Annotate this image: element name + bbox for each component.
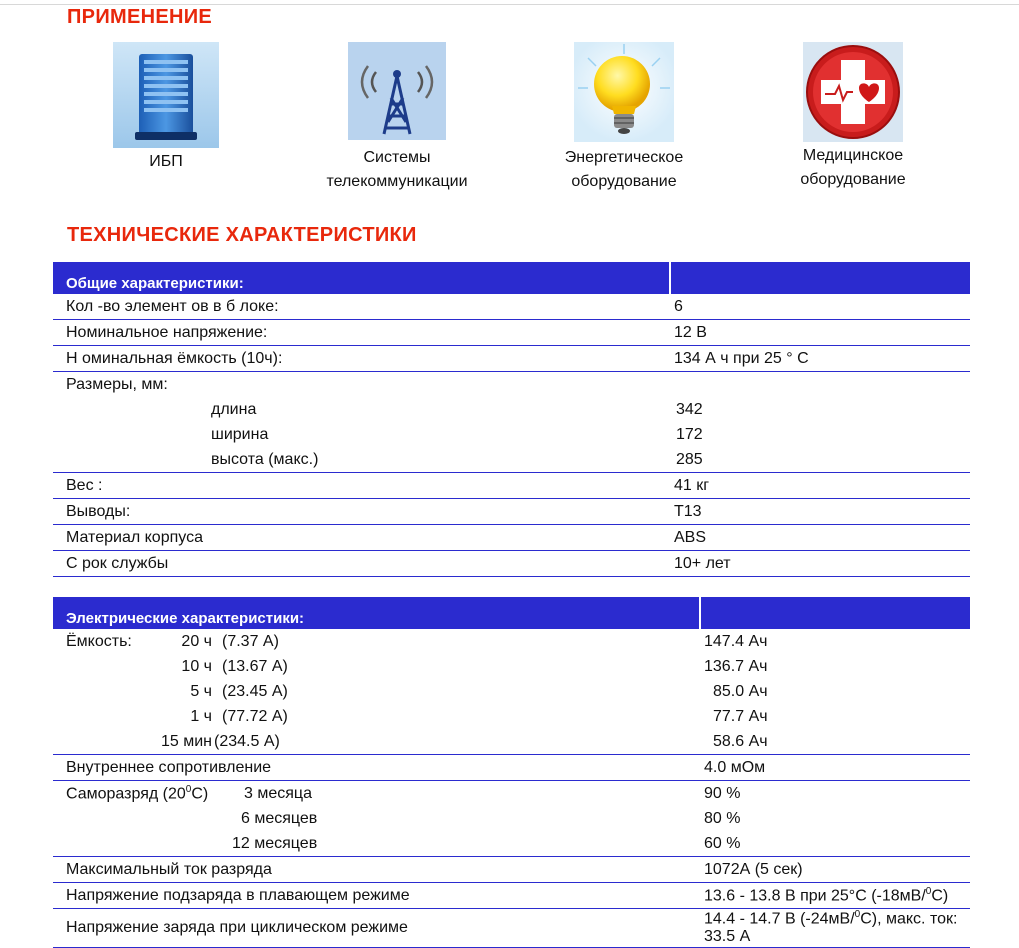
table-row: [53, 755, 970, 781]
app-ups-label: ИБП: [149, 153, 183, 170]
table-row: [53, 551, 970, 577]
capacity-value: 58.6 Ач: [700, 729, 971, 755]
table-row: [53, 679, 970, 704]
app-energy-label-2: оборудование: [571, 173, 677, 190]
table-row: [53, 729, 970, 755]
capacity-current: (77.72 А): [222, 707, 288, 725]
spec-value: 342: [676, 400, 703, 418]
general-specs-table: [53, 262, 970, 577]
spec-value: 172: [676, 425, 703, 443]
app-telecom: [312, 42, 482, 194]
table-row: [53, 857, 970, 883]
app-ups: [113, 42, 219, 174]
table-row: [53, 447, 970, 473]
spec-value: 14.4 - 14.7 В (-24мВ/$^0$С), макс. ток: 33.5 А: [700, 909, 971, 948]
app-energy: [549, 42, 699, 194]
self-discharge-period: 12 месяцев: [53, 831, 700, 857]
table-row: [53, 629, 970, 654]
general-header-label: Общие характеристики:: [53, 262, 670, 294]
spec-value: 90 %: [704, 784, 741, 802]
app-medical-label-2: оборудование: [800, 171, 906, 188]
spec-value: 12 В: [670, 320, 971, 346]
spec-value: 1072А (5 сек): [700, 857, 971, 883]
top-divider: [0, 4, 1019, 5]
app-energy-label-1: Энергетическое: [564, 149, 684, 166]
spec-value: ABS: [670, 525, 971, 551]
medical-cross-icon: [803, 42, 903, 142]
app-medical: [778, 42, 928, 192]
capacity-current: (234.5 А): [214, 732, 280, 750]
capacity-time: 1 ч: [190, 707, 212, 725]
self-discharge-period: 6 месяцев: [241, 809, 318, 827]
self-discharge-label: Саморазряд $(20^0С)$: [66, 783, 209, 803]
capacity-label: Ёмкость:: [66, 632, 132, 650]
app-medical-label-1: Медицинское: [802, 147, 904, 164]
spec-name: Кол -во элемент ов в б локе:: [53, 294, 670, 320]
app-telecom-label-1: Системы: [363, 149, 431, 166]
spec-name: Номинальное напряжение:: [53, 320, 670, 346]
application-icons: [0, 42, 1019, 202]
light-bulb-icon: [574, 42, 674, 142]
spec-value: 13.6 - 13.8 В при 25°С (-18мВ/$^0$С): [700, 883, 971, 909]
capacity-time: 20 ч: [181, 632, 212, 650]
spec-name: Размеры, мм:: [66, 375, 168, 393]
table-row: [53, 525, 970, 551]
capacity-time: 5 ч: [190, 682, 212, 700]
table-row: [53, 397, 970, 422]
table-row: [53, 654, 970, 679]
spec-name: высота (макс.): [53, 447, 670, 473]
spec-name: Максимальный ток разряда: [53, 857, 700, 883]
table-row: [53, 346, 970, 372]
spec-name: ширина: [211, 425, 269, 443]
spec-value: 41 кг: [670, 473, 971, 499]
table-row: [53, 372, 970, 398]
telecom-tower-icon: [348, 42, 446, 140]
spec-name: Внутреннее сопротивление: [53, 755, 700, 781]
spec-name: длина: [211, 400, 257, 418]
table-row: [53, 781, 970, 807]
table-row: [53, 806, 970, 831]
spec-name: Материал корпуса: [53, 525, 670, 551]
application-title: ПРИМЕНЕНИЕ: [67, 6, 213, 28]
electrical-header-label: Электрические характеристики:: [53, 597, 700, 629]
self-discharge-period: 3 месяца: [244, 785, 312, 803]
spec-name: Напряжение заряда при циклическом режиме: [53, 909, 700, 948]
ups-cabinet-icon: [113, 42, 219, 144]
spec-value: 60 %: [700, 831, 971, 857]
spec-value: 4.0 мОм: [700, 755, 971, 781]
electrical-specs-table: [53, 597, 970, 948]
table-row: [53, 422, 970, 447]
specs-title: ТЕХНИЧЕСКИЕ ХАРАКТЕРИСТИКИ: [67, 224, 417, 246]
table-row: [53, 831, 970, 857]
general-specs-header: [53, 262, 970, 294]
table-row: [53, 473, 970, 499]
spec-name: Напряжение подзаряда в плавающем режиме: [53, 883, 700, 909]
spec-value: 134 А ч при 25 ° С: [670, 346, 971, 372]
capacity-current: (7.37 А): [222, 632, 279, 650]
capacity-current: (23.45 А): [222, 682, 288, 700]
spec-name: Вес :: [53, 473, 670, 499]
capacity-value: 147.4 Ач: [704, 632, 768, 650]
capacity-current: (13.67 А): [222, 657, 288, 675]
app-telecom-label-2: телекоммуникации: [326, 173, 468, 190]
table-row: [53, 294, 970, 320]
table-row: [53, 499, 970, 525]
spec-name: С рок службы: [53, 551, 670, 577]
spec-name: Выводы:: [53, 499, 670, 525]
spec-value: 10+ лет: [670, 551, 971, 577]
capacity-time: 10 ч: [181, 657, 212, 675]
capacity-value: 77.7 Ач: [713, 707, 768, 725]
spec-value: T13: [670, 499, 971, 525]
table-row: [53, 909, 970, 948]
table-row: [53, 704, 970, 729]
table-row: [53, 320, 970, 346]
capacity-value: 85.0 Ач: [713, 682, 768, 700]
capacity-time: 15 мин: [160, 732, 212, 750]
spec-value: 80 %: [704, 809, 741, 827]
spec-value: 6: [670, 294, 971, 320]
table-row: [53, 883, 970, 909]
electrical-specs-header: [53, 597, 970, 629]
spec-name: Н оминальная ёмкость (10ч):: [53, 346, 670, 372]
capacity-value: 136.7 Ач: [704, 657, 768, 675]
spec-value: 285: [670, 447, 971, 473]
